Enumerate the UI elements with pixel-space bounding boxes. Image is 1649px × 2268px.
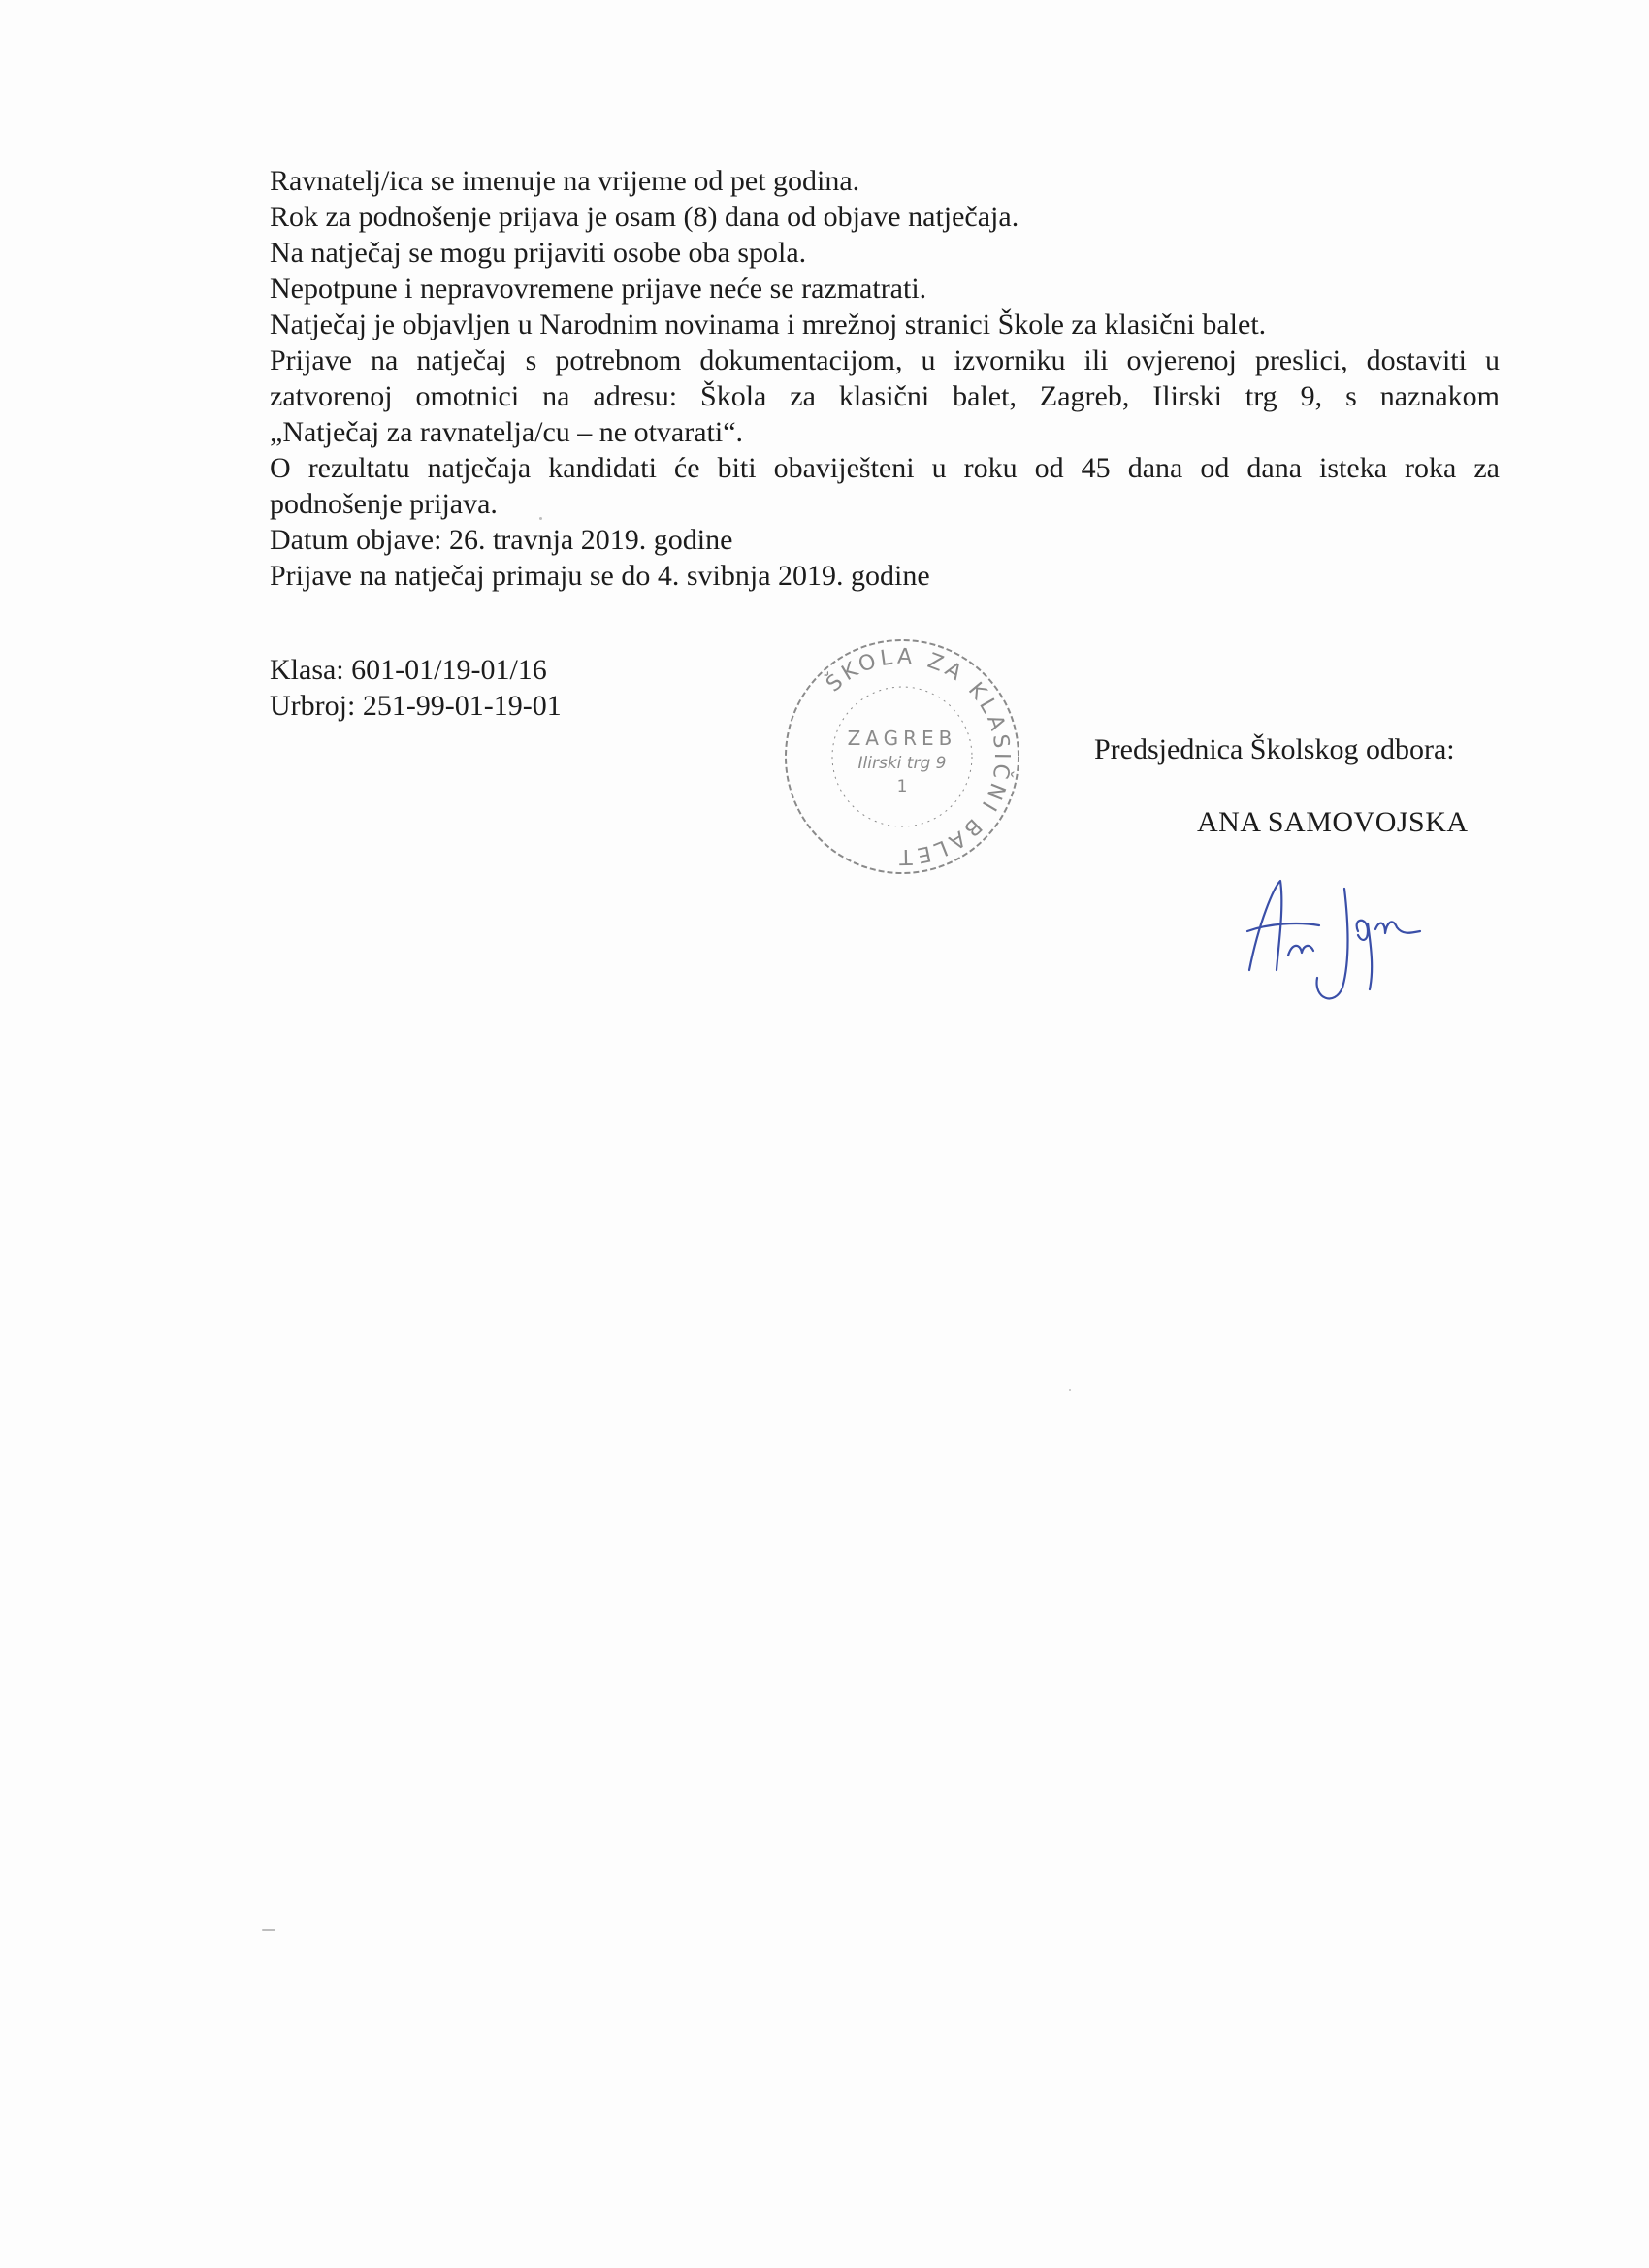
stamp-number: 1 — [896, 777, 908, 796]
notice-body — [270, 163, 1500, 594]
signature-stroke — [1288, 946, 1313, 956]
school-stamp — [776, 631, 1028, 883]
signatory-title: Predsjednica Školskog odbora: — [1094, 733, 1455, 765]
text-line: Prijave na natječaj s potrebnom dokumentacijom, u izvorniku ili ovjerenoj preslici, dostaviti u — [270, 344, 1500, 376]
reference-numbers — [270, 652, 562, 724]
text-line: Nepotpune i nepravovremene prijave neće se razmatrati. — [270, 273, 927, 305]
stamp-address: Ilirski trg 9 — [857, 754, 947, 773]
signature-stroke — [1375, 922, 1420, 933]
text-line: „Natječaj za ravnatelja/cu – ne otvarati“. — [270, 416, 744, 448]
scan-speck — [539, 517, 542, 520]
signatory-name: ANA SAMOVOJSKA — [1197, 806, 1469, 838]
stamp-city: ZAGREB — [847, 727, 957, 750]
text-line: zatvorenoj omotnici na adresu: Škola za klasični balet, Zagreb, Ilirski trg 9, s naznakom — [270, 380, 1500, 412]
scan-speck — [1069, 1389, 1071, 1391]
urbroj-number: Urbroj: 251-99-01-19-01 — [270, 690, 562, 722]
scan-speck — [262, 1929, 275, 1931]
stamp-ring-label: ŠKOLA ZA KLASIČNI BALET — [822, 644, 1015, 869]
deadline-line: Prijave na natječaj primaju se do 4. svibnja 2019. godine — [270, 560, 930, 592]
signature-stroke — [1247, 881, 1319, 970]
text-line: Ravnatelj/ica se imenuje na vrijeme od pet godina. — [270, 165, 860, 197]
text-line: podnošenje prijava. — [270, 488, 498, 520]
signature-stroke — [1357, 921, 1373, 989]
text-line: Rok za podnošenje prijava je osam (8) dana od objave natječaja. — [270, 201, 1019, 233]
text-line: Natječaj je objavljen u Narodnim novinama i mrežnoj stranici Škole za klasični balet. — [270, 308, 1267, 340]
signature-stroke — [1317, 889, 1348, 998]
text-line: O rezultatu natječaja kandidati će biti obaviješteni u roku od 45 dana od dana isteka roka za — [270, 452, 1500, 484]
text-line: Na natječaj se mogu prijaviti osobe oba spola. — [270, 237, 807, 269]
publication-date: Datum objave: 26. travnja 2019. godine — [270, 524, 733, 556]
handwritten-signature — [1230, 863, 1463, 1009]
klasa-number: Klasa: 601-01/19-01/16 — [270, 654, 547, 686]
